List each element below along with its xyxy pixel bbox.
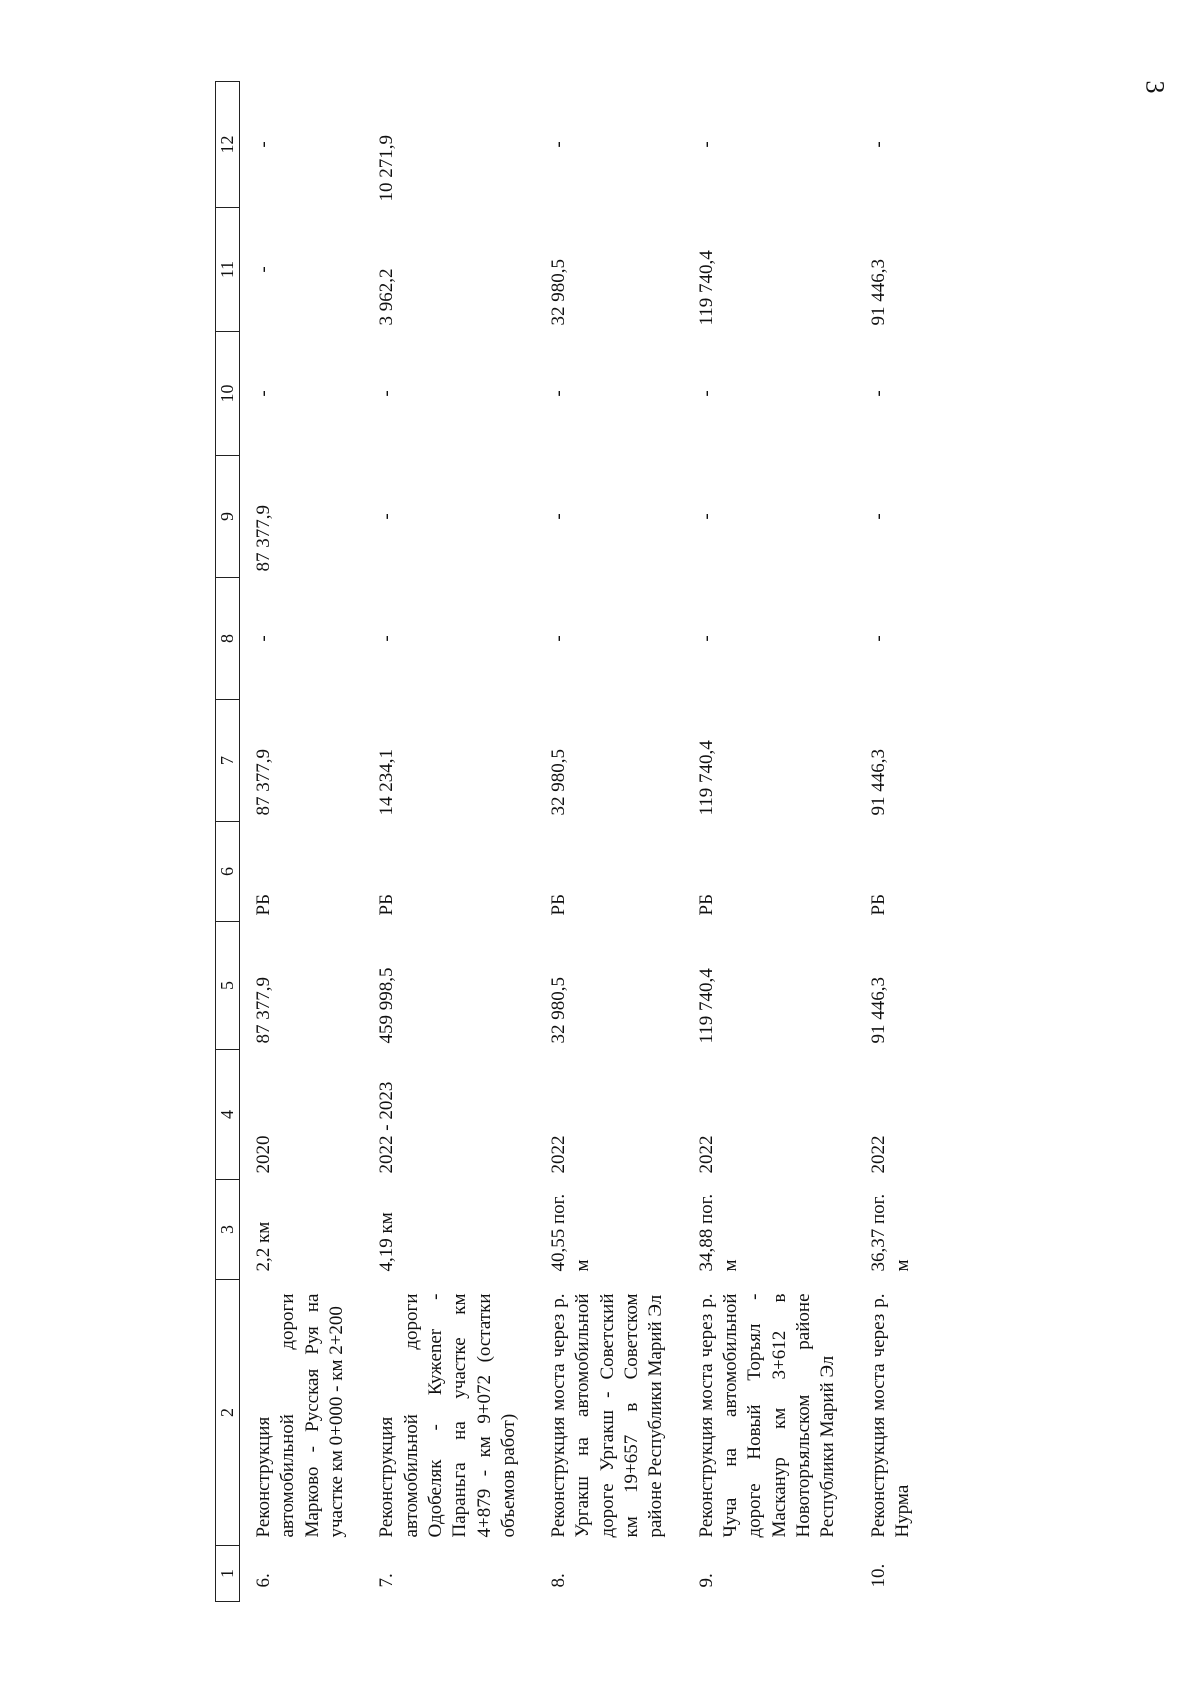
col8-cell: - [548,635,570,642]
column-header: 7 [216,700,240,822]
table-row [363,82,535,1602]
column-header: 3 [216,1180,240,1280]
col10-cell: - [695,390,717,397]
col10-cell: - [867,390,889,397]
cost-cell: 119 740,4 [695,968,717,1044]
source-cell: РБ [376,894,398,916]
col8-cell: - [695,635,717,642]
capacity-cell: 4,19 км [376,1212,398,1272]
col12-cell: - [253,141,275,148]
column-header: 10 [216,332,240,456]
col9-cell: 87 377,9 [253,505,275,572]
column-header: 8 [216,578,240,700]
column-header: 1 [216,1546,240,1602]
total-cell: 119 740,4 [695,740,717,816]
col9-cell: - [376,513,398,520]
column-header: 9 [216,456,240,578]
capacity-cell: 36,37 пог. м [867,1193,913,1272]
capacity-cell: 2,2 км [253,1221,275,1272]
col8-cell: - [253,635,275,642]
period-cell: 2022 - 2023 [376,1081,398,1174]
col9-cell: - [867,513,889,520]
column-header: 2 [216,1280,240,1546]
col9-cell: - [548,513,570,520]
object-name: Реконструкция моста через р. Ургакш на автомобильной дороге Ургакш - Советский км 19+657 в Советском районе Республики Марий Эл [548,1293,667,1538]
header-row [216,82,240,1602]
total-cell: 87 377,9 [253,749,275,816]
column-header: 11 [216,208,240,332]
row-number: 7. [376,1573,398,1588]
source-cell: РБ [695,894,717,916]
cost-cell: 32 980,5 [548,977,570,1044]
col10-cell: - [253,390,275,397]
cost-cell: 459 998,5 [376,967,398,1044]
row-number: 6. [253,1573,275,1588]
table-row [240,82,364,1602]
period-cell: 2022 [867,1135,889,1174]
column-header: 5 [216,922,240,1050]
col10-cell: - [376,390,398,397]
total-cell: 91 446,3 [867,749,889,816]
column-header: 6 [216,822,240,922]
object-name: Реконструкция моста через р. Нурма [867,1293,913,1538]
investment-table [215,81,929,1602]
object-name: Реконструкция моста через р. Чуча на автомобильной дороге Новый Торъял - Масканур км 3+612 в Новоторъяльском районе Республики Марий Эл [695,1293,839,1538]
col8-cell: - [867,635,889,642]
col10-cell: - [548,390,570,397]
table-row [855,82,930,1602]
capacity-cell: 34,88 пог. м [695,1193,742,1272]
object-name: Реконструкция автомобильной дороги Одобеляк - Кужener - Параньга на участке км 4+879 - км 9+072 (остатки объемов работ) [376,1293,519,1538]
col12-cell: - [867,141,889,148]
col12-cell: 10 271,9 [376,135,398,202]
source-cell: РБ [253,894,275,916]
col11-cell: 91 446,3 [867,259,889,326]
column-header: 4 [216,1050,240,1180]
table-row [683,82,855,1602]
object-name: Реконструкция автомобильной дороги Марково - Русская Руя на участке км 0+000 - км 2+200 [253,1293,347,1538]
period-cell: 2022 [548,1135,570,1174]
row-number: 8. [548,1573,570,1588]
cost-cell: 91 446,3 [867,977,889,1044]
source-cell: РБ [867,894,889,916]
col12-cell: - [548,141,570,148]
col11-cell: 3 962,2 [376,268,398,326]
col11-cell: 119 740,4 [695,250,717,326]
col12-cell: - [695,141,717,148]
source-cell: РБ [548,894,570,916]
col11-cell: 32 980,5 [548,259,570,326]
table-row [535,82,683,1602]
row-number: 10. [867,1563,889,1588]
column-header: 12 [216,82,240,208]
capacity-cell: 40,55 пог. м [548,1193,594,1272]
total-cell: 32 980,5 [548,749,570,816]
period-cell: 2020 [253,1135,275,1174]
col8-cell: - [376,635,398,642]
cost-cell: 87 377,9 [253,977,275,1044]
col9-cell: - [695,513,717,520]
total-cell: 14 234,1 [376,749,398,816]
period-cell: 2022 [695,1135,717,1174]
col11-cell: - [253,266,275,273]
row-number: 9. [695,1573,717,1588]
investment-table-rotated [215,82,1045,1602]
page-number: 3 [1140,80,1170,94]
